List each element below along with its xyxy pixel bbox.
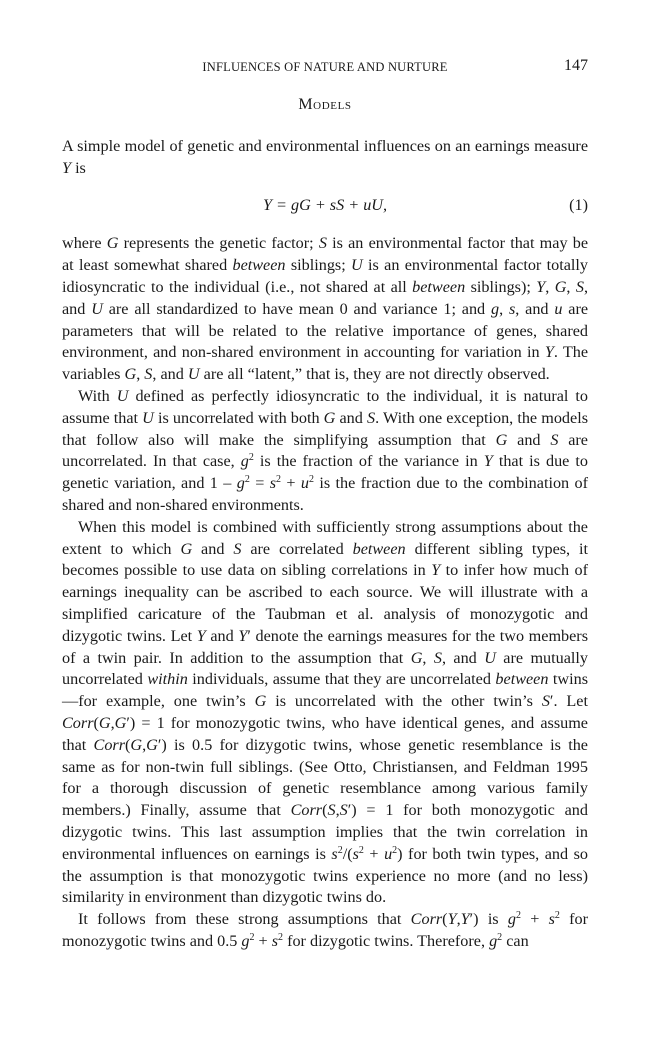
equation-expression: Y = gG + sS + uU,: [262, 195, 388, 214]
equation-number: (1): [569, 195, 588, 214]
paragraph-definitions: where G represents the genetic factor; S is an environmental factor that may be at least somewhat shared between siblings; U is an environmental factor totally idiosyncratic to the individual (i.e., not shared at all between siblings); Y, G, S, and U are all standardized to have mean 0 and variance 1; and g, s, and u are parameters that will be related to the relative importance of genes, shared environment, and non-shared environment in accounting for variation in Y. The variables G, S, and U are all “latent,” that is, they are not directly observed.: [62, 234, 589, 384]
paragraph-assumptions: With U defined as perfectly idiosyncratic to the individual, it is natural to assume that U is uncorrelated with both G and S. With one exception, the models that follow also will make the simplifying assumption that G and S are uncorrelated. In that case, $g^2$ is the fraction of the variance in Y that is due to genetic variation, and $1 - g^2 = s^2 + u^2$ is the fraction due to the combination of shared and non-shared environments.: [62, 386, 588, 514]
section-title: Models: [298, 96, 352, 113]
page-header: [62, 57, 588, 79]
page-number: 147: [564, 57, 588, 74]
body-text: [62, 136, 588, 953]
equation-1: [62, 195, 588, 217]
running-head: INFLUENCES OF NATURE AND NURTURE: [202, 60, 448, 74]
paragraph-twins-model: When this model is combined with sufficiently strong assumptions about the extent to which G and S are correlated between different sibling types, it becomes possible to use data on sibling correlations in Y to infer how much of earnings inequality can be ascribed to each source. We will illustrate with a simplified caricature of the Taubman et al. analysis of monozygotic and dizygotic twins. Let Y and Y′ denote the earnings measures for the two members of a twin pair. In addition to the assumption that G, S, and U are mutually uncorrelated within individuals, assume that they are uncorrelated between twins—for example, one twin’s G is uncorrelated with the other twin’s S′. Let Corr(G,G′) = 1 for monozygotic twins, who have identical genes, and assume that Corr(G,G′) is 0.5 for dizygotic twins, whose genetic resemblance is the same as for non-twin full siblings. (See Otto, Christiansen, and Feldman 1995 for a thorough discussion of genetic resemblance among various family members.) Finally, assume that Corr(S,S′) = 1 for both monozygotic and dizygotic twins. This last assumption implies that the twin correlation in environmental influences on earnings is $s^2/(s^2 + u^2)$ for both twin types, and so the assumption is that monozygotic twins experience no more (and no less) similarity in environment than dizygotic twins do.: [62, 517, 589, 907]
paragraph-conclusion: It follows from these strong assumptions that Corr(Y,Y′) is $g^2 + s^2$ for monozygotic twins and 0.5 $g^2 + s^2$ for dizygotic twins. Therefore, $g^2$ can: [62, 910, 589, 950]
paragraph-intro: A simple model of genetic and environmental influences on an earnings measure Y is: [62, 137, 588, 177]
